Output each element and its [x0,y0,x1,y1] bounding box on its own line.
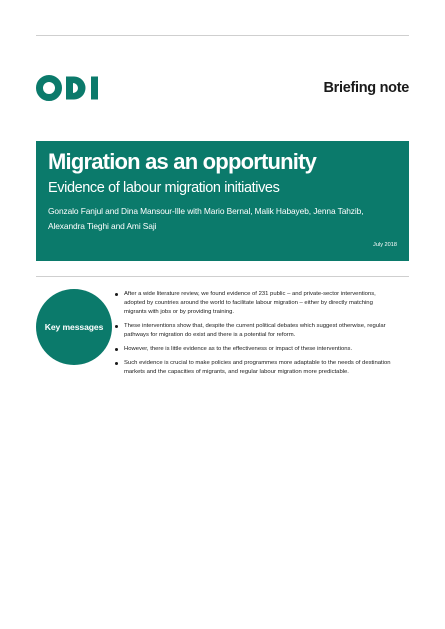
section-divider [36,276,409,277]
bullet-icon [115,348,118,351]
key-message-text: Such evidence is crucial to make policies and programmes more adaptable to the needs of destination markets and the capacities of migrants, and regular labour migration more predictable. [124,360,391,375]
bullet-icon [115,293,118,296]
author-list: Gonzalo Fanjul and Dina Mansour-Ille with Mario Bernal, Malik Habayeb, Jenna Tahzib, Alexandra Tieghi and Ami Saji [48,206,364,231]
bullet-icon [115,325,118,328]
odi-logo [36,70,112,106]
publication-date: July 2018 [373,242,397,248]
document-subtitle: Evidence of labour migration initiatives [48,180,280,196]
key-messages-list [114,290,396,382]
key-message-item [114,290,396,317]
document-type-label: Briefing note [323,80,409,96]
key-message-text: These interventions show that, despite the current political debates which suggest otherwise, regular pathways for migration do exist and there is a potential for reform. [124,323,386,338]
key-message-text: However, there is little evidence as to the effectiveness or impact of these interventions. [124,346,353,352]
key-message-item [114,345,396,354]
title-banner [36,141,409,261]
key-messages-label: Key messages [44,322,104,332]
top-divider [36,35,409,36]
document-title: Migration as an opportunity [48,149,317,174]
bullet-icon [115,362,118,365]
key-messages-badge [36,289,112,365]
key-message-item [114,359,396,377]
key-message-text: After a wide literature review, we found evidence of 231 public – and private-sector interventions, adopted by countries around the world to facilitate labour migration – either by directly matching migrants with jobs or by providing training. [124,291,376,315]
key-message-item [114,322,396,340]
